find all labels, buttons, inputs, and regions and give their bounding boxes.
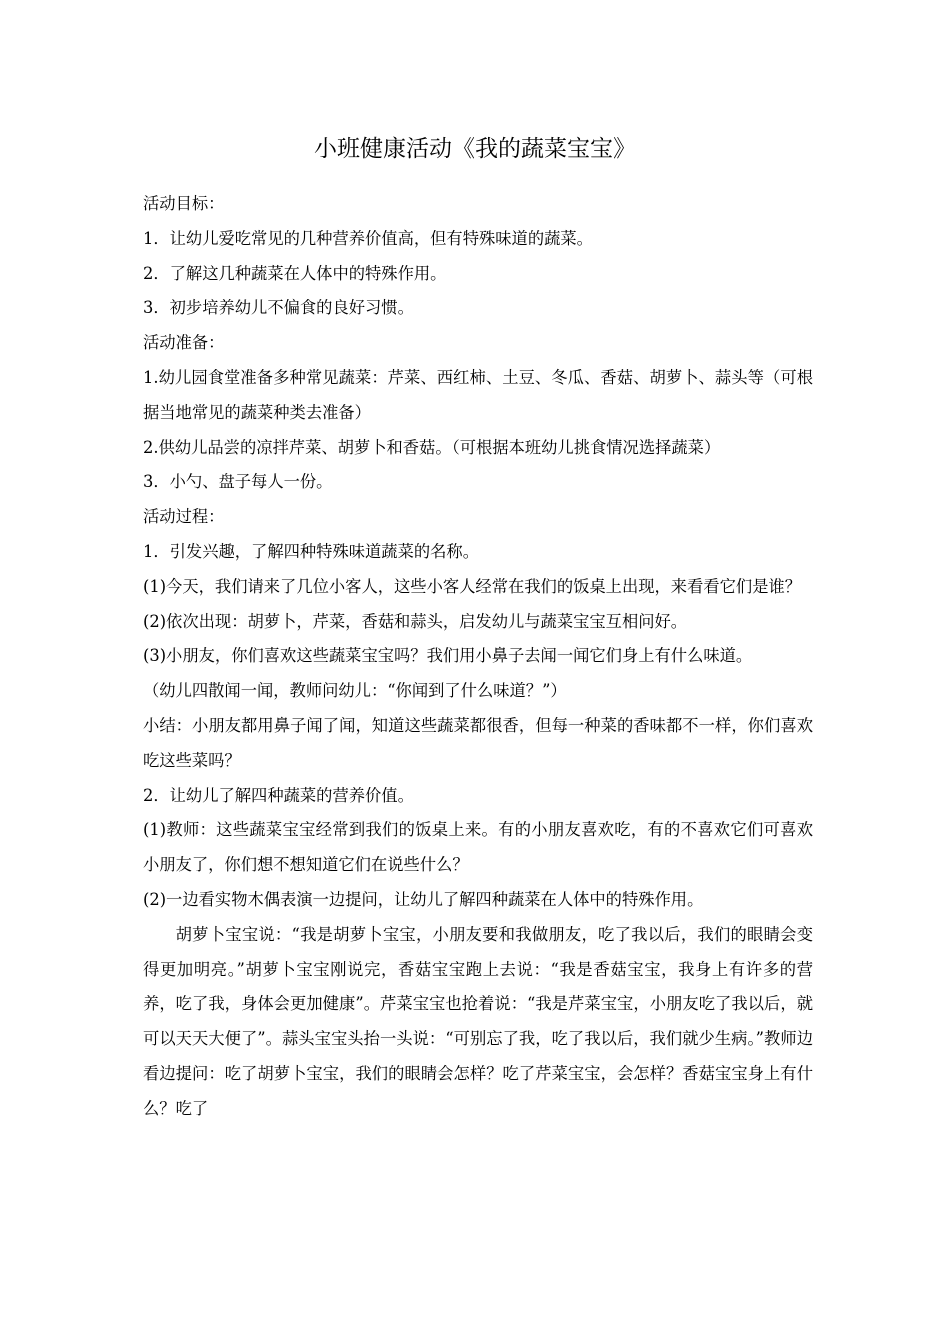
paragraph: 活动过程： xyxy=(143,507,225,527)
paragraph: (1)教师：这些蔬菜宝宝经常到我们的饭桌上来。有的小朋友喜欢吃，有的不喜欢它们可喜欢小朋友了，你们想不想知道它们在说些什么？ xyxy=(143,820,813,875)
paragraph: (1)今天，我们请来了几位小客人，这些小客人经常在我们的饭桌上出现，来看看它们是谁？ xyxy=(143,576,802,596)
paragraph: 1.幼儿园食堂准备多种常见蔬菜：芹菜、西红柿、土豆、冬瓜、香菇、胡萝卜、蒜头等（可根据当地常见的蔬菜种类去准备） xyxy=(143,367,813,422)
paragraph: 活动目标： xyxy=(143,194,225,213)
document-title: 小班健康活动《我的蔬菜宝宝》 xyxy=(314,136,636,162)
paragraph: 1．引发兴趣，了解四种特殊味道蔬菜的名称。 xyxy=(143,541,479,561)
paragraph: （幼儿四散闻一闻，教师问幼儿：“你闻到了什么味道？”） xyxy=(143,681,567,701)
document-body xyxy=(143,187,813,1127)
paragraph: 3．初步培养幼儿不偏食的良好习惯。 xyxy=(143,298,414,318)
paragraph: 1．让幼儿爱吃常见的几种营养价值高，但有特殊味道的蔬菜。 xyxy=(143,228,593,248)
paragraph: 2．让幼儿了解四种蔬菜的营养价值。 xyxy=(143,785,414,805)
paragraph: 2．了解这几种蔬菜在人体中的特殊作用。 xyxy=(143,263,447,283)
paragraph: (3)小朋友，你们喜欢这些蔬菜宝宝吗？我们用小鼻子去闻一闻它们身上有什么味道。 xyxy=(143,646,753,666)
paragraph: 胡萝卜宝宝说：“我是胡萝卜宝宝，小朋友要和我做朋友，吃了我以后，我们的眼睛会变得更加明亮。”胡萝卜宝宝刚说完，香菇宝宝跑上去说：“我是香菇宝宝，我身上有许多的营养，吃了我，身体会更加健康”。芹菜宝宝也抢着说：“我是芹菜宝宝，小朋友吃了我以后，就可以天天大便了”。蒜头宝宝头抬一头说：“可别忘了我，吃了我以后，我们就少生病。”教师边看边提问：吃了胡萝卜宝宝，我们的眼睛会怎样？吃了芹菜宝宝，会怎样？香菇宝宝身上有什么？吃了 xyxy=(143,924,813,1118)
paragraph: 2.供幼儿品尝的凉拌芹菜、胡萝卜和香菇。（可根据本班幼儿挑食情况选择蔬菜） xyxy=(143,437,721,457)
paragraph: 活动准备： xyxy=(143,333,225,353)
paragraph: (2)依次出现：胡萝卜，芹菜，香菇和蒜头，启发幼儿与蔬菜宝宝互相问好。 xyxy=(143,611,688,631)
paragraph: 3．小勺、盘子每人一份。 xyxy=(143,472,333,492)
paragraph: (2)一边看实物木偶表演一边提问，让幼儿了解四种蔬菜在人体中的特殊作用。 xyxy=(143,889,704,909)
paragraph: 小结：小朋友都用鼻子闻了闻，知道这些蔬菜都很香，但每一种菜的香味都不一样，你们喜欢吃这些菜吗？ xyxy=(143,715,813,770)
